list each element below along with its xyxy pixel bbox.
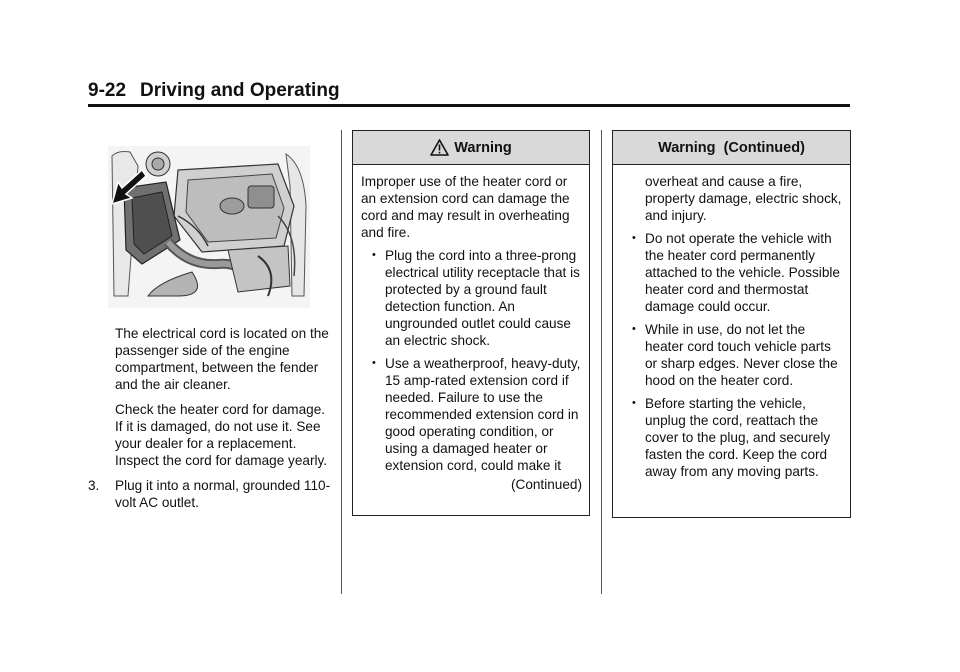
warning-continued-box [612,130,851,518]
bullet-text: Use a weatherproof, heavy-duty, 15 amp-rated extension cord if needed. Failure to use the recommended extension cord in good operating condition, or using a damaged heater or extension cord, could make it [385,356,581,473]
continued-label: (Continued) [510,477,582,492]
paragraph-cord-location: The electrical cord is located on the passenger side of the engine compartment, between the fender and the air cleaner. [115,326,329,392]
bullet-icon: • [632,323,636,335]
bullet-text: Do not operate the vehicle with the heater cord permanently attached to the vehicle. Possible heater cord and thermostat damage could occur. [645,231,840,314]
section-title: Driving and Operating [140,80,340,101]
list-item [361,355,582,474]
list-item [361,247,582,349]
list-item [621,230,843,315]
list-item [621,395,843,480]
warning-box [352,130,590,516]
bullet-text: Before starting the vehicle, unplug the cord, reattach the cover to the plug, and securely fasten the cord. Keep the cord away from any moving parts. [645,396,831,479]
list-item [621,321,843,389]
page-number: 9-22 [88,80,127,101]
paragraph-check-cord: Check the heater cord for damage. If it is damaged, do not use it. See your dealer for a replacement. Inspect the cord for damage yearly. [115,402,328,468]
warning-bullets [361,247,582,474]
warning-title: Warning [454,139,512,156]
warning-continued-bullets [621,230,843,480]
warning-box-body [353,165,589,499]
warning-continued-header [613,131,850,165]
column-1-text [88,325,332,511]
column-divider-1 [341,130,342,594]
warning-continued-title: Warning (Continued) [658,139,805,156]
column-divider-2 [601,130,602,594]
warning-intro: Improper use of the heater cord or an extension cord can damage the cord and may result in overheating and fire. [361,174,570,240]
page-header [88,80,340,102]
bullet-text: Plug the cord into a three-prong electrical utility receptacle that is protected by a ground fault detection function. An ungrounded outlet could cause an electric shock. [385,248,580,348]
step-3 [88,477,332,511]
bullet-icon: • [632,397,636,409]
warning-continued-lead: overheat and cause a fire, property damage, electric shock, and injury. [645,174,842,223]
warning-box-header [353,131,589,165]
bullet-icon: • [372,249,376,261]
step-number: 3. [88,478,100,493]
warning-triangle-icon [430,139,449,156]
header-rule [88,104,850,107]
bullet-icon: • [372,357,376,369]
step-text: Plug it into a normal, grounded 110-volt AC outlet. [115,478,331,510]
bullet-text: While in use, do not let the heater cord touch vehicle parts or sharp edges. Never close the hood on the heater cord. [645,322,838,388]
warning-continued-body [613,165,850,492]
engine-compartment-illustration [108,146,310,308]
bullet-icon: • [632,232,636,244]
